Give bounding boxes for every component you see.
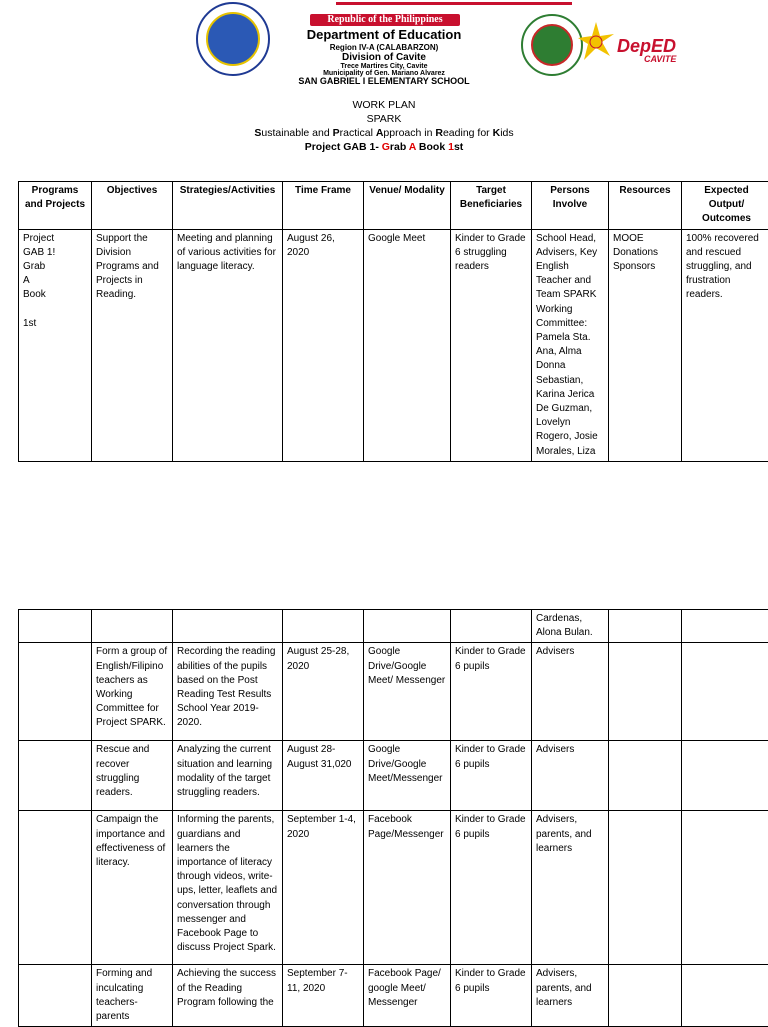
cell-strategy: Achieving the success of the Reading Program following the xyxy=(173,965,283,1027)
cell-persons: Advisers, parents, and learners xyxy=(532,811,609,965)
program-line: Book xyxy=(23,288,87,302)
cell-empty xyxy=(682,965,768,1027)
cell-empty xyxy=(19,643,92,741)
cell-venue: Facebook Page/Messenger xyxy=(364,811,451,965)
cell-empty xyxy=(173,610,283,643)
header-resources: Resources xyxy=(609,182,682,230)
cell-resources: MOOE Donations Sponsors xyxy=(609,229,682,461)
cell-objective: Rescue and recover struggling readers. xyxy=(92,741,173,811)
deped-logo: DepED xyxy=(617,36,676,57)
cell-empty xyxy=(609,965,682,1027)
cell-venue: Google Meet xyxy=(364,229,451,461)
cell-target: Kinder to Grade 6 pupils xyxy=(451,643,532,741)
spark-acronym xyxy=(0,126,768,140)
project-rab: rab xyxy=(390,141,409,153)
cell-venue: Facebook Page/ google Meet/ Messenger xyxy=(364,965,451,1027)
program-line-blank xyxy=(23,303,87,317)
acronym-initial: S xyxy=(254,127,261,139)
program-line: Project xyxy=(23,232,87,246)
deped-logo-sub: CAVITE xyxy=(644,54,676,64)
header-objectives: Objectives xyxy=(92,182,173,230)
cell-objective: Campaign the importance and effectiveness of literacy. xyxy=(92,811,173,965)
acronym-initial: K xyxy=(493,127,501,139)
republic-label: Republic of the Philippines xyxy=(310,14,460,26)
cell-empty xyxy=(682,610,768,643)
division-label: Division of Cavite xyxy=(0,52,768,63)
cell-empty xyxy=(682,643,768,741)
cell-objective: Forming and inculcating teachers-parents xyxy=(92,965,173,1027)
cell-persons: School Head, Advisers, Key English Teacher and Team SPARK Working Committee: Pamela Sta. Ana, Alma Donna Sebastian, Karina Jerica De Guzman, Lovelyn Rogero, Josie Morales, Liza xyxy=(532,229,609,461)
table-row xyxy=(19,741,768,811)
cell-empty xyxy=(92,610,173,643)
header-strategies: Strategies/Activities xyxy=(173,182,283,230)
table-row xyxy=(19,811,768,965)
cell-empty xyxy=(451,610,532,643)
acronym-rest: ids xyxy=(500,127,513,139)
cell-empty xyxy=(609,610,682,643)
cell-time: August 25-28, 2020 xyxy=(283,643,364,741)
cell-strategy: Recording the reading abilities of the pupils based on the Post Reading Test Results School Year 2019-2020. xyxy=(173,643,283,741)
cell-strategy: Meeting and planning of various activities for language literacy. xyxy=(173,229,283,461)
program-line: A xyxy=(23,274,87,288)
acronym-initial: P xyxy=(333,127,340,139)
header-target: Target Beneficiaries xyxy=(451,182,532,230)
cell-time: August 28-August 31,020 xyxy=(283,741,364,811)
project-a: A xyxy=(409,141,416,153)
cell-empty xyxy=(609,741,682,811)
header-time-frame: Time Frame xyxy=(283,182,364,230)
cell-empty xyxy=(283,610,364,643)
cell-objective: Support the Division Programs and Projects in Reading. xyxy=(92,229,173,461)
top-rule xyxy=(336,2,572,5)
city-label: Trece Martires City, Cavite xyxy=(0,63,768,70)
table-row xyxy=(19,229,768,461)
work-plan-table-continued xyxy=(18,609,768,1027)
project-st: st xyxy=(454,141,463,153)
cell-target: Kinder to Grade 6 pupils xyxy=(451,811,532,965)
cell-persons: Advisers xyxy=(532,741,609,811)
project-title xyxy=(0,140,768,154)
department-title: Department of Education xyxy=(0,27,768,42)
cell-time: August 26, 2020 xyxy=(283,229,364,461)
header-output: Expected Output/ Outcomes xyxy=(682,182,768,230)
cell-empty xyxy=(19,811,92,965)
header-persons: Persons Involve xyxy=(532,182,609,230)
header-venue: Venue/ Modality xyxy=(364,182,451,230)
acronym-rest: ustainable and xyxy=(261,127,332,139)
cell-persons: Cardenas, Alona Bulan. xyxy=(532,610,609,643)
acronym-rest: pproach in xyxy=(383,127,435,139)
project-b: B xyxy=(416,141,427,153)
work-plan-title: WORK PLAN xyxy=(0,98,768,112)
project-1: 1 xyxy=(448,141,454,153)
cell-venue: Google Drive/Google Meet/ Messenger xyxy=(364,643,451,741)
cell-empty xyxy=(682,811,768,965)
cell-time: September 7-11, 2020 xyxy=(283,965,364,1027)
cell-program xyxy=(19,229,92,461)
cell-empty xyxy=(682,741,768,811)
table-row xyxy=(19,965,768,1027)
cell-strategy: Informing the parents, guardians and learners the importance of literacy through videos, write-ups, letter, leaflets and conversation through messenger and Facebook Page to discuss Project Spark. xyxy=(173,811,283,965)
acronym-initial: A xyxy=(376,127,384,139)
cell-output: 100% recovered and rescued struggling, and frustration readers. xyxy=(682,229,768,461)
cell-objective: Form a group of English/Filipino teachers as Working Committee for Project SPARK. xyxy=(92,643,173,741)
document-titles xyxy=(0,98,768,154)
table-row xyxy=(19,643,768,741)
cell-empty xyxy=(19,965,92,1027)
cell-empty xyxy=(609,811,682,965)
spark-title: SPARK xyxy=(0,112,768,126)
table-row xyxy=(19,610,768,643)
cell-empty xyxy=(364,610,451,643)
project-prefix: Project GAB 1- xyxy=(305,141,382,153)
cell-target: Kinder to Grade 6 pupils xyxy=(451,741,532,811)
cell-empty xyxy=(609,643,682,741)
cell-venue: Google Drive/Google Meet/Messenger xyxy=(364,741,451,811)
cell-persons: Advisers xyxy=(532,643,609,741)
project-ook: ook xyxy=(427,141,449,153)
cell-target: Kinder to Grade 6 struggling readers xyxy=(451,229,532,461)
header-programs: Programs and Projects xyxy=(19,182,92,230)
school-name: SAN GABRIEL I ELEMENTARY SCHOOL xyxy=(0,76,768,86)
program-line: GAB 1! xyxy=(23,246,87,260)
cell-target: Kinder to Grade 6 pupils xyxy=(451,965,532,1027)
program-line: Grab xyxy=(23,260,87,274)
acronym-initial: R xyxy=(435,127,443,139)
acronym-rest: eading for xyxy=(443,127,493,139)
cell-empty xyxy=(19,610,92,643)
project-g: G xyxy=(382,141,390,153)
cell-strategy: Analyzing the current situation and learning modality of the target struggling readers. xyxy=(173,741,283,811)
cell-empty xyxy=(19,741,92,811)
cell-persons: Advisers, parents, and learners xyxy=(532,965,609,1027)
acronym-rest: ractical xyxy=(340,127,376,139)
municipality-label: Municipality of Gen. Mariano Alvarez xyxy=(0,70,768,77)
header-row xyxy=(19,182,768,230)
cell-time: September 1-4, 2020 xyxy=(283,811,364,965)
region-label: Region IV-A (CALABARZON) xyxy=(0,43,768,52)
program-line: 1st xyxy=(23,317,87,331)
work-plan-table xyxy=(18,181,768,462)
